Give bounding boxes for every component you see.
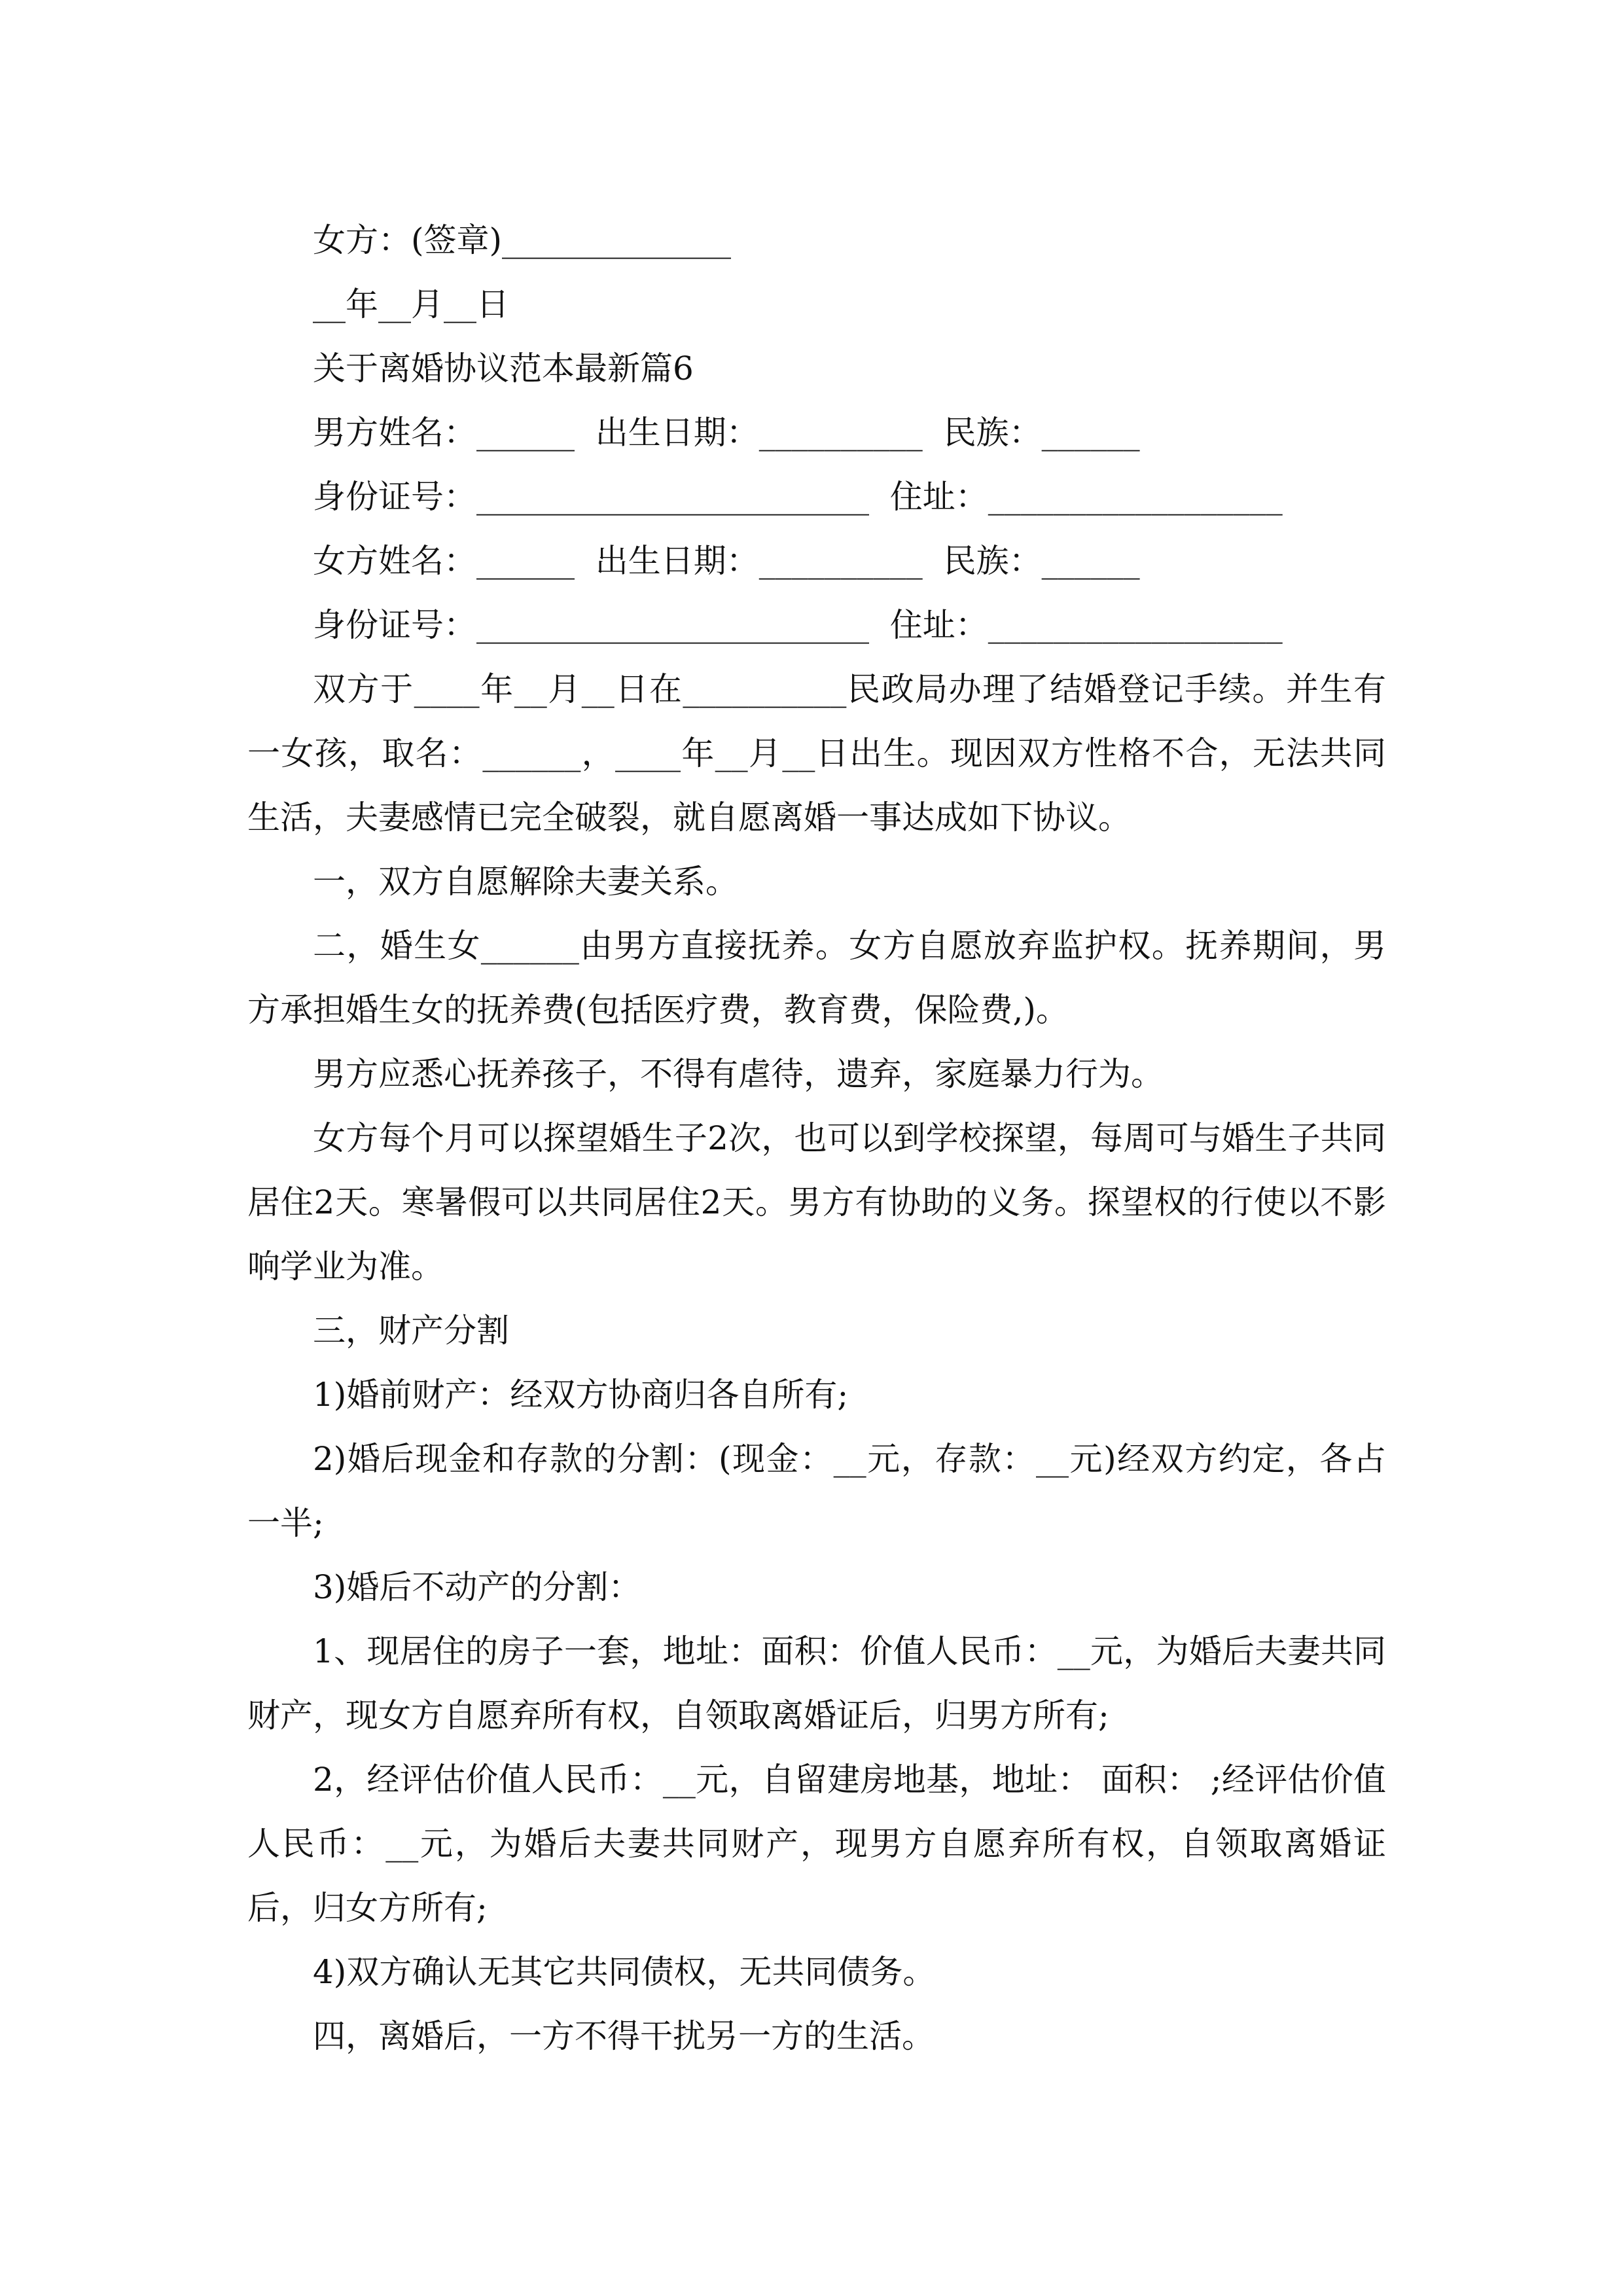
signature-line: 女方：(签章)______________ <box>313 221 732 259</box>
date-line: __年__月__日 <box>313 285 509 323</box>
clause-1: 一，双方自愿解除夫妻关系。 <box>313 863 738 901</box>
female-info-line: 女方姓名：______ 出生日期：__________ 民族：______ <box>313 542 1140 580</box>
clause-3: 三，财产分割 <box>313 1312 509 1350</box>
document-page <box>247 208 1386 2068</box>
clause-3-3-2: 2，经评估价值人民币：__元，自留建房地基，地址： 面积： ;经评估价值人民币：__元，为婚后夫妻共同财产，现男方自愿弃所有权，自领取离婚证后，归女方所有; <box>247 1761 1386 1927</box>
document-title: 关于离婚协议范本最新篇6 <box>313 350 694 387</box>
clause-3-4: 4)双方确认无其它共同债权，无共同债务。 <box>313 1953 936 1991</box>
clause-3-3: 3)婚后不动产的分割： <box>313 1568 641 1606</box>
male-info-line: 男方姓名：______ 出生日期：__________ 民族：______ <box>313 414 1140 452</box>
clause-2-b: 女方每个月可以探望婚生子2次，也可以到学校探望，每周可与婚生子共同居住2天。寒暑假可以共同居住2天。男方有协助的义务。探望权的行使以不影响学业为准。 <box>247 1119 1386 1285</box>
clause-3-3-1: 1、现居住的房子一套，地址：面积：价值人民币：__元，为婚后夫妻共同财产，现女方自愿弃所有权，自领取离婚证后，归男方所有; <box>247 1632 1386 1734</box>
female-id-line: 身份证号：________________________ 住址：__________________ <box>313 606 1283 644</box>
male-id-line: 身份证号：________________________ 住址：__________________ <box>313 478 1283 516</box>
clause-3-2: 2)婚后现金和存款的分割：(现金：__元，存款：__元)经双方约定，各占一半; <box>247 1440 1386 1542</box>
intro-paragraph: 双方于____年__月__日在__________民政局办理了结婚登记手续。并生有一女孩，取名：______，____年__月__日出生。现因双方性格不合，无法共同生活，夫妻感情已完全破裂，就自愿离婚一事达成如下协议。 <box>247 670 1386 836</box>
clause-3-1: 1)婚前财产：经双方协商归各自所有; <box>313 1376 849 1414</box>
clause-4: 四，离婚后，一方不得干扰另一方的生活。 <box>313 2017 935 2055</box>
clause-2-a: 男方应悉心抚养孩子，不得有虐待，遗弃，家庭暴力行为。 <box>313 1055 1164 1093</box>
clause-2: 二，婚生女______由男方直接抚养。女方自愿放弃监护权。抚养期间，男方承担婚生女的抚养费(包括医疗费，教育费，保险费,)。 <box>247 927 1386 1029</box>
